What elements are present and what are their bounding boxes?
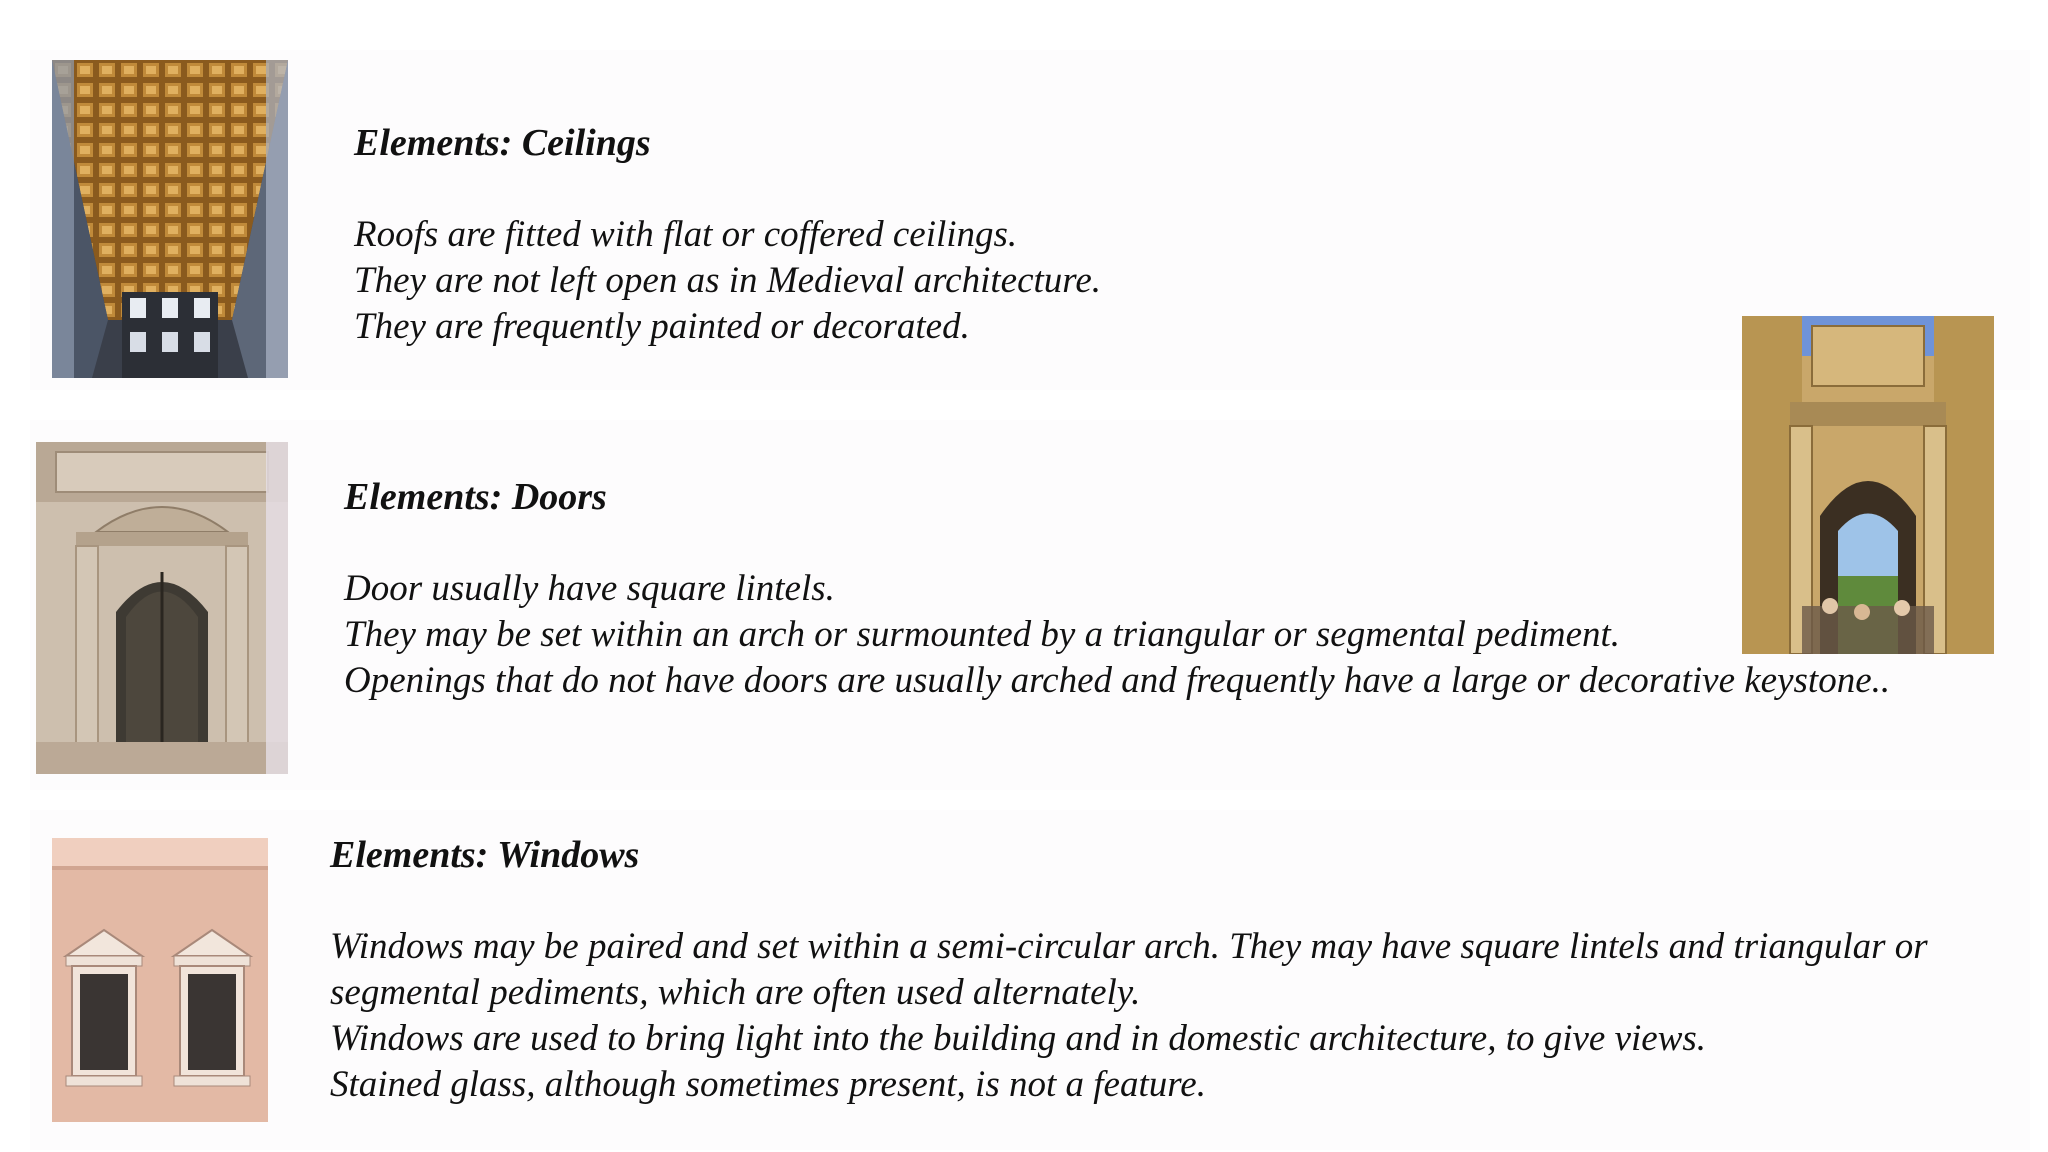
coffered-ceiling-photo: [52, 60, 288, 378]
doors-line-3: Openings that do not have doors are usually arched and frequently have a large or decorative keystone..: [344, 660, 1891, 701]
windows-section: [330, 832, 1928, 1108]
windows-line-1: Windows may be paired and set within a semi-circular arch. They may have square lintels and triangular or: [330, 926, 1928, 967]
paired-windows-photo: [52, 838, 268, 1122]
doors-line-2: They may be set within an arch or surmounted by a triangular or segmental pediment.: [344, 614, 1621, 655]
windows-heading: Elements: Windows: [330, 834, 640, 876]
coffered-ceiling-icon: [52, 60, 288, 378]
ceilings-line-1: Roofs are fitted with flat or coffered ceilings.: [354, 214, 1018, 255]
archway-gate-icon: [1742, 316, 1994, 654]
ceilings-line-2: They are not left open as in Medieval architecture.: [354, 260, 1101, 301]
ceilings-line-3: They are frequently painted or decorated.: [354, 306, 970, 347]
windows-line-4: Stained glass, although sometimes present, is not a feature.: [330, 1064, 1206, 1105]
doors-section: [344, 474, 1890, 704]
arched-door-photo: [36, 442, 288, 774]
windows-line-2: segmental pediments, which are often used alternately.: [330, 972, 1141, 1013]
ceilings-heading: Elements: Ceilings: [354, 122, 651, 164]
arched-door-icon: [36, 442, 288, 774]
windows-line-3: Windows are used to bring light into the building and in domestic architecture, to give views.: [330, 1018, 1707, 1059]
archway-gate-photo: [1742, 316, 1994, 654]
paired-windows-icon: [52, 838, 268, 1122]
doors-heading: Elements: Doors: [344, 476, 607, 518]
doors-line-1: Door usually have square lintels.: [344, 568, 835, 609]
ceilings-section: [354, 120, 1101, 350]
